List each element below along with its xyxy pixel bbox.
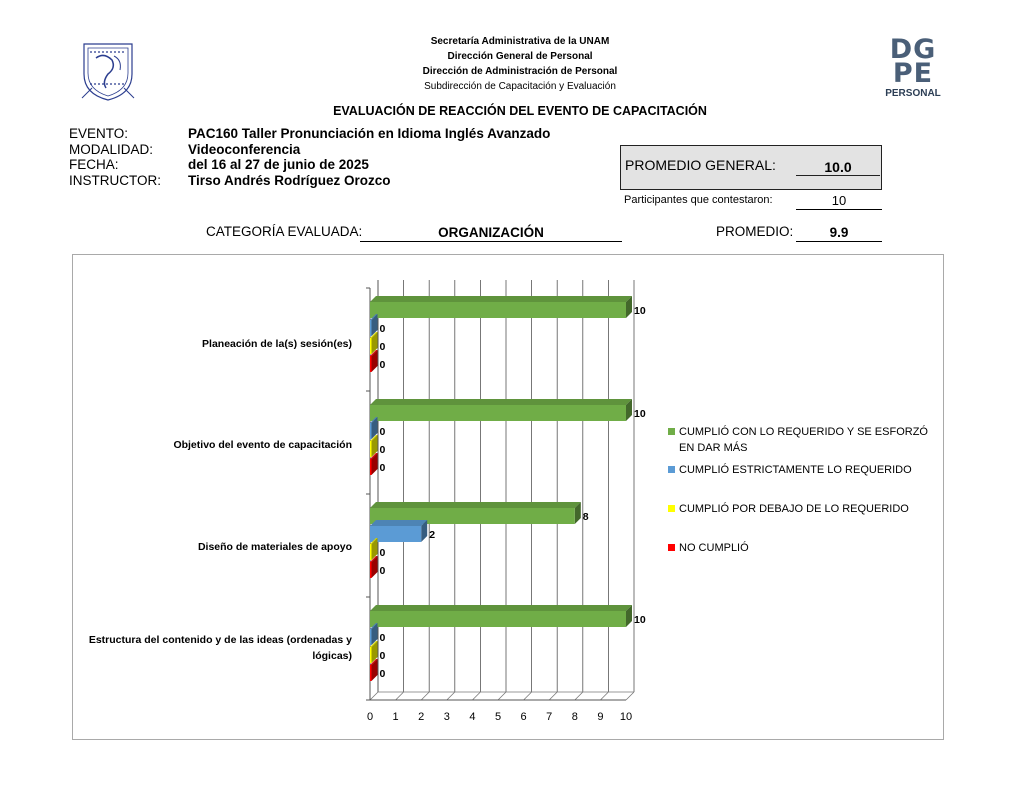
bar-top-1-0 (370, 399, 632, 405)
bar-side-0-3 (372, 350, 378, 372)
legend-swatch-green (668, 428, 675, 435)
x-tick-label-0: 0 (366, 711, 374, 723)
x-tick-label-10: 10 (619, 711, 633, 723)
dgpe-logo-caption: PERSONAL (885, 88, 941, 99)
report-title: EVALUACIÓN DE REACCIÓN DEL EVENTO DE CAPACITACIÓN (333, 104, 707, 118)
bar-2-3 (370, 562, 372, 578)
floor-line-9 (600, 692, 608, 700)
bar-label-1-3: 0 (379, 462, 386, 474)
bar-label-2-0: 8 (582, 511, 589, 523)
bar-label-1-0: 10 (634, 408, 646, 420)
bar-3-0 (370, 611, 626, 627)
modalidad-value: Videoconferencia (188, 142, 301, 157)
bar-top-2-0 (370, 502, 581, 508)
bar-top-0-0 (370, 296, 632, 302)
floor-line-0 (370, 692, 378, 700)
bar-label-0-2: 0 (379, 341, 386, 353)
category-label-1: Objetivo del evento de capacitación (173, 439, 352, 451)
category-label-0: Planeación de la(s) sesión(es) (202, 338, 352, 350)
legend-swatch-blue (668, 466, 675, 473)
promedio-label: PROMEDIO: (716, 224, 794, 239)
x-tick-label-8: 8 (571, 711, 578, 723)
bar-label-2-1: 2 (429, 529, 436, 541)
instructor-value: Tirso Andrés Rodríguez Orozco (188, 173, 391, 188)
bar-label-3-1: 0 (379, 632, 386, 644)
bar-label-2-3: 0 (379, 565, 386, 577)
x-tick-label-3: 3 (443, 711, 450, 723)
evento-label: EVENTO: (69, 126, 129, 141)
dgpe-logo-line2: PE (892, 58, 934, 89)
general-average-value: 10.0 (796, 159, 880, 176)
general-average-box (620, 145, 882, 190)
promedio-value: 9.9 (796, 224, 882, 242)
legend-text-2: CUMPLIÓ POR DEBAJO DE LO REQUERIDO (679, 503, 909, 515)
dgpe-logo-line1: DG (889, 34, 937, 65)
bar-label-0-3: 0 (379, 359, 386, 371)
dgpe-logo (880, 34, 946, 100)
bar-2-1 (370, 526, 421, 542)
legend-text-0: CUMPLIÓ CON LO REQUERIDO Y SE ESFORZÓ EN DAR MÁS (679, 426, 928, 454)
floor-line-10 (626, 692, 634, 700)
legend-text-3: NO CUMPLIÓ (679, 542, 749, 554)
bar-label-0-0: 10 (634, 305, 646, 317)
bar-3-3 (370, 665, 372, 681)
bar-label-0-1: 0 (379, 323, 386, 335)
bar-2-2 (370, 544, 372, 560)
bar-top-2-1 (370, 520, 427, 526)
x-tick-label-5: 5 (494, 711, 502, 723)
bar-3-2 (370, 647, 372, 663)
floor-line-7 (549, 692, 557, 700)
bar-side-1-3 (372, 453, 378, 475)
bar-label-3-0: 10 (634, 614, 646, 626)
floor-line-5 (498, 692, 506, 700)
bar-3-1 (370, 629, 372, 645)
x-tick-label-9: 9 (597, 711, 604, 723)
x-tick-label-4: 4 (469, 711, 476, 723)
legend-swatch-yellow (668, 505, 675, 512)
category-value: ORGANIZACIÓN (360, 224, 622, 242)
bar-label-3-2: 0 (379, 650, 386, 662)
bar-top-3-0 (370, 605, 632, 611)
bar-1-3 (370, 459, 372, 475)
participants-value: 10 (796, 192, 882, 210)
evento-value: PAC160 Taller Pronunciación en Idioma Inglés Avanzado (188, 126, 551, 141)
header-line-1: Secretaría Administrativa de la UNAM (430, 36, 610, 47)
legend-swatch-red (668, 544, 675, 551)
bar-0-0 (370, 302, 626, 318)
x-tick-label-6: 6 (520, 711, 527, 723)
floor-line-1 (396, 692, 404, 700)
unam-seal-logo (78, 38, 138, 102)
category-label-3: Estructura del contenido y de las ideas (ordenadas y lógicas) (88, 634, 352, 662)
bar-1-0 (370, 405, 626, 421)
x-tick-label-2: 2 (418, 711, 425, 723)
floor-line-2 (421, 692, 429, 700)
instructor-label: INSTRUCTOR: (69, 173, 162, 188)
bar-0-1 (370, 320, 372, 336)
x-tick-label-7: 7 (546, 711, 553, 723)
category-label: CATEGORÍA EVALUADA: (206, 224, 363, 239)
header-line-4: Subdirección de Capacitación y Evaluación (424, 81, 616, 92)
floor-line-4 (472, 692, 480, 700)
bar-label-2-2: 0 (379, 547, 386, 559)
bar-label-3-3: 0 (379, 668, 386, 680)
floor-line-3 (447, 692, 455, 700)
bar-side-3-3 (372, 659, 378, 681)
bar-1-1 (370, 423, 372, 439)
bar-chart (340, 270, 660, 730)
floor-line-8 (575, 692, 583, 700)
bar-side-2-3 (372, 556, 378, 578)
bar-0-3 (370, 356, 372, 372)
header-line-2: Dirección General de Personal (447, 51, 593, 62)
category-label-2: Diseño de materiales de apoyo (197, 541, 352, 553)
header-line-3: Dirección de Administración de Personal (422, 66, 618, 77)
fecha-value: del 16 al 27 de junio de 2025 (188, 157, 369, 172)
bar-label-1-2: 0 (379, 444, 386, 456)
bar-1-2 (370, 441, 372, 457)
general-average-label: PROMEDIO GENERAL: (625, 157, 776, 173)
bar-0-2 (370, 338, 372, 354)
modalidad-label: MODALIDAD: (69, 142, 154, 157)
fecha-label: FECHA: (69, 157, 119, 172)
floor-line-6 (524, 692, 532, 700)
bar-label-1-1: 0 (379, 426, 386, 438)
legend-text-1: CUMPLIÓ ESTRICTAMENTE LO REQUERIDO (679, 464, 912, 476)
participants-label: Participantes que contestaron: (624, 194, 773, 206)
x-tick-label-1: 1 (392, 711, 399, 723)
